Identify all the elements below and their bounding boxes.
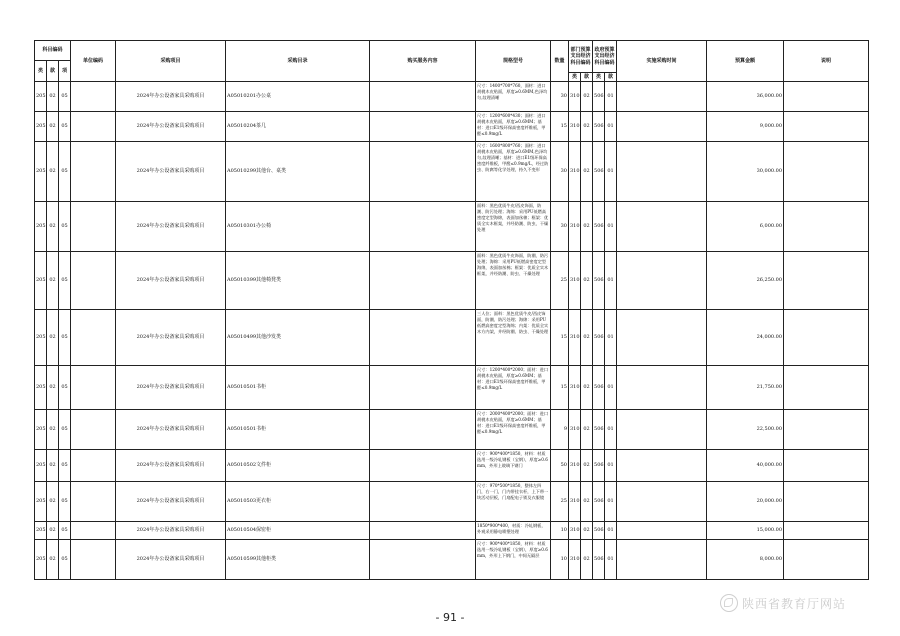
cell-unit-code (71, 410, 116, 450)
cell-unit-code (71, 366, 116, 410)
cell-xiang: 05 (59, 522, 71, 540)
cell-spec: 三人位；面料：黑色优质牛皮/西皮饰面，防潮、防污处理；海绵：采用PU低燃高密度定型海绵；内架：优质全实木方内架，并经防潮、防虫、干燥处理 (476, 310, 551, 366)
cell-amount: 15,000.00 (707, 522, 784, 540)
cell-catalog: A05010299其他台、桌类 (226, 142, 370, 202)
table-row (35, 112, 869, 142)
cell-catalog: A05010399其他椅凳类 (226, 252, 370, 310)
cell-dept-lei: 310 (569, 540, 581, 580)
cell-kuan: 02 (47, 482, 59, 522)
cell-amount: 9,000.00 (707, 112, 784, 142)
cell-kuan: 02 (47, 252, 59, 310)
cell-xiang: 05 (59, 252, 71, 310)
cell-project: 2024年办公设备家具采购项目 (116, 366, 226, 410)
header-subject-code: 科目编码 (35, 41, 71, 61)
cell-spec: 尺寸：900*400*1850，材料：材质选用一级冷轧钢板（宝钢），厚度≥0.6mm，外形上下钢门，中间无隔层 (476, 540, 551, 580)
cell-project: 2024年办公设备家具采购项目 (116, 142, 226, 202)
cell-amount: 24,000.00 (707, 310, 784, 366)
cell-amount: 40,000.00 (707, 450, 784, 482)
cell-gov-kuan: 01 (605, 82, 617, 112)
cell-kuan: 02 (47, 522, 59, 540)
header-project: 采购项目 (116, 41, 226, 82)
cell-dept-kuan: 02 (581, 410, 593, 450)
cell-catalog: A05010599其他柜类 (226, 540, 370, 580)
header-time: 实施采购时间 (617, 41, 707, 82)
table-row (35, 410, 869, 450)
cell-lei: 205 (35, 522, 47, 540)
cell-note (784, 82, 869, 112)
cell-note (784, 522, 869, 540)
cell-amount: 22,500.00 (707, 410, 784, 450)
page-number: - 91 - (435, 611, 465, 624)
cell-amount: 30,000.00 (707, 142, 784, 202)
cell-catalog: A05010204茶几 (226, 112, 370, 142)
table-row (35, 310, 869, 366)
cell-spec: 尺寸：1400*700*760，面材：进口胡桃木皮贴面，厚度≥0.6MM,色泽均匀,纹理清晰 (476, 82, 551, 112)
cell-note (784, 142, 869, 202)
cell-gov-kuan: 01 (605, 450, 617, 482)
header-xiang: 项 (59, 61, 71, 82)
cell-spec: 尺寸：2000*400*2000；面材：进口胡桃木皮贴面，厚度≥0.6MM；基材：进口E1级环保高密度纤维板，甲醛≤0.9mg/L (476, 410, 551, 450)
cell-note (784, 450, 869, 482)
header-gov-kuan: 款 (605, 73, 617, 82)
watermark-logo-icon (720, 594, 738, 612)
cell-dept-kuan: 02 (581, 482, 593, 522)
cell-time (617, 410, 707, 450)
cell-time (617, 202, 707, 252)
header-qty: 数量 (551, 41, 569, 82)
cell-service (370, 112, 476, 142)
cell-service (370, 366, 476, 410)
cell-gov-kuan: 01 (605, 522, 617, 540)
cell-unit-code (71, 310, 116, 366)
cell-note (784, 112, 869, 142)
cell-kuan: 02 (47, 112, 59, 142)
cell-amount: 26,250.00 (707, 252, 784, 310)
cell-amount: 8,000.00 (707, 540, 784, 580)
cell-unit-code (71, 450, 116, 482)
cell-dept-kuan: 02 (581, 310, 593, 366)
header-catalog: 采购目录 (226, 41, 370, 82)
cell-catalog: A05010502文件柜 (226, 450, 370, 482)
cell-time (617, 522, 707, 540)
header-unit-code: 单位编码 (71, 41, 116, 82)
cell-dept-kuan: 02 (581, 450, 593, 482)
cell-dept-kuan: 02 (581, 142, 593, 202)
cell-gov-lei: 506 (593, 310, 605, 366)
header-amount: 预算金额 (707, 41, 784, 82)
table-row (35, 202, 869, 252)
cell-xiang: 05 (59, 112, 71, 142)
cell-qty: 9 (551, 410, 569, 450)
cell-dept-lei: 310 (569, 112, 581, 142)
cell-lei: 205 (35, 142, 47, 202)
cell-xiang: 05 (59, 82, 71, 112)
header-gov-code: 政府预算支出经济科目编码 (593, 41, 617, 73)
header-dept-kuan: 款 (581, 73, 593, 82)
cell-kuan: 02 (47, 310, 59, 366)
cell-unit-code (71, 142, 116, 202)
table-row (35, 450, 869, 482)
cell-kuan: 02 (47, 450, 59, 482)
cell-gov-kuan: 01 (605, 202, 617, 252)
cell-dept-kuan: 02 (581, 202, 593, 252)
cell-kuan: 02 (47, 410, 59, 450)
cell-qty: 15 (551, 310, 569, 366)
cell-xiang: 05 (59, 366, 71, 410)
cell-lei: 205 (35, 366, 47, 410)
cell-spec: 面料：黑色优质牛皮饰面，防潮、防污处理；海绵：采用PU低燃高密度定型海绵，表面加丝棉；框架：优质全实木框架，并经防潮、防虫、干燥处理 (476, 252, 551, 310)
cell-spec: 面料：黑色优质牛皮/西皮饰面，防潮、防污处理；海绵：采用PU低燃高密度定型海绵，表面加丝棉；框架：优质全实木框架，并经防潮、防虫、干燥处理 (476, 202, 551, 252)
table-row (35, 142, 869, 202)
cell-project: 2024年办公设备家具采购项目 (116, 450, 226, 482)
watermark (720, 592, 895, 614)
cell-gov-lei: 506 (593, 366, 605, 410)
table-row (35, 82, 869, 112)
cell-dept-lei: 310 (569, 82, 581, 112)
cell-time (617, 366, 707, 410)
header-service: 购买服务内容 (370, 41, 476, 82)
cell-dept-lei: 310 (569, 410, 581, 450)
header-spec: 规格型号 (476, 41, 551, 82)
cell-time (617, 252, 707, 310)
cell-gov-kuan: 01 (605, 310, 617, 366)
cell-amount: 21,750.00 (707, 366, 784, 410)
cell-gov-lei: 506 (593, 202, 605, 252)
cell-gov-lei: 506 (593, 540, 605, 580)
table-row (35, 522, 869, 540)
cell-time (617, 482, 707, 522)
cell-spec: 尺寸：1200*400*2000；面材：进口胡桃木皮贴面，厚度≥0.6MM；基材：进口E1级环保高密度纤维板，甲醛≤0.9mg/L (476, 366, 551, 410)
cell-qty: 50 (551, 450, 569, 482)
cell-catalog: A05010504保密柜 (226, 522, 370, 540)
cell-project: 2024年办公设备家具采购项目 (116, 82, 226, 112)
cell-lei: 205 (35, 410, 47, 450)
cell-dept-lei: 310 (569, 202, 581, 252)
cell-project: 2024年办公设备家具采购项目 (116, 410, 226, 450)
cell-dept-lei: 310 (569, 252, 581, 310)
cell-dept-lei: 310 (569, 522, 581, 540)
cell-spec: 尺寸：900*400*1850，材料：材质选用一级冷轧钢板（宝钢），厚度≥0.6mm，外形上玻璃下钢门 (476, 450, 551, 482)
cell-qty: 30 (551, 202, 569, 252)
cell-catalog: A05010501书柜 (226, 366, 370, 410)
cell-unit-code (71, 112, 116, 142)
table-row (35, 366, 869, 410)
cell-kuan: 02 (47, 540, 59, 580)
cell-project: 2024年办公设备家具采购项目 (116, 202, 226, 252)
table-body (35, 82, 869, 580)
cell-service (370, 310, 476, 366)
cell-service (370, 410, 476, 450)
cell-dept-kuan: 02 (581, 252, 593, 310)
cell-project: 2024年办公设备家具采购项目 (116, 522, 226, 540)
cell-catalog: A05010501书柜 (226, 410, 370, 450)
cell-unit-code (71, 202, 116, 252)
cell-gov-kuan: 01 (605, 252, 617, 310)
cell-xiang: 05 (59, 142, 71, 202)
cell-gov-kuan: 01 (605, 410, 617, 450)
cell-service (370, 450, 476, 482)
cell-dept-kuan: 02 (581, 540, 593, 580)
cell-amount: 36,000.00 (707, 82, 784, 112)
cell-gov-kuan: 01 (605, 540, 617, 580)
cell-xiang: 05 (59, 482, 71, 522)
table-row (35, 252, 869, 310)
cell-dept-lei: 310 (569, 142, 581, 202)
cell-spec: 尺寸：1200*600*430；面材：进口胡桃木皮贴面，厚度≥0.6MM；基材：进口E1级环保高密度纤维板，甲醛≤0.9mg/L (476, 112, 551, 142)
cell-project: 2024年办公设备家具采购项目 (116, 252, 226, 310)
cell-kuan: 02 (47, 82, 59, 112)
cell-catalog: A05010503更衣柜 (226, 482, 370, 522)
cell-unit-code (71, 540, 116, 580)
cell-gov-lei: 506 (593, 252, 605, 310)
table-row (35, 540, 869, 580)
cell-gov-kuan: 01 (605, 112, 617, 142)
cell-gov-lei: 506 (593, 112, 605, 142)
cell-catalog: A05010201办公桌 (226, 82, 370, 112)
cell-dept-lei: 310 (569, 366, 581, 410)
header-note: 说明 (784, 41, 869, 82)
cell-qty: 30 (551, 142, 569, 202)
cell-unit-code (71, 82, 116, 112)
procurement-table (34, 40, 869, 580)
cell-unit-code (71, 522, 116, 540)
cell-service (370, 522, 476, 540)
cell-note (784, 310, 869, 366)
header-dept-code: 部门预算支出经济科目编码 (569, 41, 593, 73)
cell-service (370, 82, 476, 112)
cell-spec: 尺寸：1600*800*760；面材：进口胡桃木皮贴面，厚度≥0.6MM,色泽均匀,纹理清晰；基材：进口E1级环保高密度纤维板，甲醛≤0.9mg/L，经过防虫、防腐等化学处理，持久不变形 (476, 142, 551, 202)
header-gov-lei: 类 (593, 73, 605, 82)
cell-gov-kuan: 01 (605, 482, 617, 522)
cell-note (784, 252, 869, 310)
cell-xiang: 05 (59, 450, 71, 482)
cell-qty: 10 (551, 540, 569, 580)
cell-catalog: A05010499其他沙发类 (226, 310, 370, 366)
cell-qty: 15 (551, 366, 569, 410)
cell-catalog: A05010301办公椅 (226, 202, 370, 252)
cell-kuan: 02 (47, 366, 59, 410)
header-lei: 类 (35, 61, 47, 82)
cell-dept-kuan: 02 (581, 112, 593, 142)
cell-gov-kuan: 01 (605, 366, 617, 410)
cell-dept-kuan: 02 (581, 366, 593, 410)
cell-lei: 205 (35, 482, 47, 522)
cell-amount: 20,000.00 (707, 482, 784, 522)
cell-note (784, 366, 869, 410)
cell-gov-kuan: 01 (605, 142, 617, 202)
cell-note (784, 540, 869, 580)
cell-lei: 205 (35, 252, 47, 310)
cell-kuan: 02 (47, 142, 59, 202)
cell-note (784, 202, 869, 252)
cell-unit-code (71, 482, 116, 522)
cell-project: 2024年办公设备家具采购项目 (116, 310, 226, 366)
cell-time (617, 540, 707, 580)
cell-gov-lei: 506 (593, 410, 605, 450)
cell-service (370, 202, 476, 252)
cell-gov-lei: 506 (593, 142, 605, 202)
cell-lei: 205 (35, 310, 47, 366)
watermark-text: 陕西省教育厅网站 (742, 596, 847, 611)
cell-lei: 205 (35, 450, 47, 482)
cell-dept-lei: 310 (569, 310, 581, 366)
cell-spec: 1850*900*400，材质：冷轧钢板，外观采用静电喷塑处理 (476, 522, 551, 540)
cell-lei: 205 (35, 202, 47, 252)
cell-qty: 25 (551, 252, 569, 310)
cell-gov-lei: 506 (593, 450, 605, 482)
cell-service (370, 252, 476, 310)
cell-project: 2024年办公设备家具采购项目 (116, 112, 226, 142)
cell-amount: 6,000.00 (707, 202, 784, 252)
cell-qty: 15 (551, 112, 569, 142)
cell-time (617, 310, 707, 366)
cell-note (784, 482, 869, 522)
cell-qty: 10 (551, 522, 569, 540)
cell-service (370, 482, 476, 522)
cell-time (617, 112, 707, 142)
cell-time (617, 82, 707, 112)
cell-service (370, 142, 476, 202)
cell-time (617, 142, 707, 202)
cell-service (370, 540, 476, 580)
cell-spec: 尺寸：970*500*1850，整体左四门，右一门，门内带挂衣杆，上下带一块活动层板，门扇配电子锁及衣服镜 (476, 482, 551, 522)
header-dept-lei: 类 (569, 73, 581, 82)
table-row (35, 482, 869, 522)
cell-lei: 205 (35, 112, 47, 142)
cell-dept-kuan: 02 (581, 522, 593, 540)
cell-xiang: 05 (59, 540, 71, 580)
cell-dept-kuan: 02 (581, 82, 593, 112)
cell-note (784, 410, 869, 450)
cell-project: 2024年办公设备家具采购项目 (116, 540, 226, 580)
cell-xiang: 05 (59, 410, 71, 450)
cell-dept-lei: 310 (569, 450, 581, 482)
cell-kuan: 02 (47, 202, 59, 252)
cell-qty: 30 (551, 82, 569, 112)
cell-gov-lei: 506 (593, 522, 605, 540)
cell-xiang: 05 (59, 310, 71, 366)
cell-unit-code (71, 252, 116, 310)
cell-xiang: 05 (59, 202, 71, 252)
cell-time (617, 450, 707, 482)
cell-lei: 205 (35, 540, 47, 580)
cell-dept-lei: 310 (569, 482, 581, 522)
cell-gov-lei: 506 (593, 82, 605, 112)
cell-lei: 205 (35, 82, 47, 112)
cell-qty: 25 (551, 482, 569, 522)
header-kuan: 款 (47, 61, 59, 82)
cell-project: 2024年办公设备家具采购项目 (116, 482, 226, 522)
cell-gov-lei: 506 (593, 482, 605, 522)
